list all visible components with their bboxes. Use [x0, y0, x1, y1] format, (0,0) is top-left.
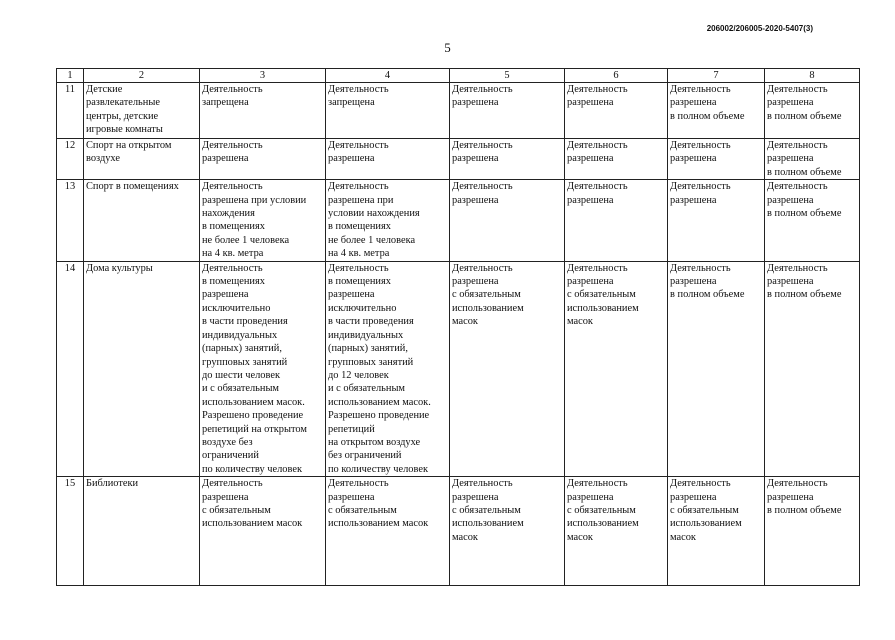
table-row [57, 139, 860, 180]
cell-text: Деятельность разрешена [202, 140, 263, 165]
header-cell: 7 [668, 69, 765, 83]
table-cell [84, 477, 200, 586]
table-cell [668, 180, 765, 261]
cell-text: Деятельность разрешена с обязательным использованием масок [202, 478, 303, 530]
table-cell [84, 139, 200, 180]
cell-text: Деятельность разрешена при условии нахождения в помещениях не более 1 человека на 4 кв. метра [328, 181, 420, 260]
cell-text: Деятельность разрешена [567, 181, 628, 206]
table-cell [84, 180, 200, 261]
table-row [57, 261, 860, 477]
table-cell [326, 477, 450, 586]
table-cell [565, 83, 668, 139]
cell-text: Деятельность разрешена с обязательным использованием масок [567, 262, 639, 328]
table-cell [326, 180, 450, 261]
cell-text: Деятельность в помещениях разрешена исключительно в части проведения индивидуальных (парных) занятий, групповых занятий до шести человек и с обязательным использованием масок. Разрешено проведение репетиций на открытом воздухе без ограничений по количеству человек [202, 262, 307, 475]
cell-text: Деятельность разрешена с обязательным использованием масок [452, 262, 524, 328]
row-number: 15 [57, 477, 84, 586]
table-cell [450, 180, 565, 261]
cell-text: Деятельность разрешена [567, 84, 628, 109]
cell-text: Деятельность разрешена в полном объеме [767, 181, 842, 220]
cell-text: Деятельность разрешена в полном объеме [670, 262, 745, 301]
table-cell [200, 180, 326, 261]
table-header-row [57, 69, 860, 83]
table-cell [668, 139, 765, 180]
table-cell [200, 83, 326, 139]
table-cell [765, 180, 860, 261]
cell-text: Спорт на открытом воздухе [86, 140, 172, 165]
table-cell [668, 477, 765, 586]
cell-text: Деятельность разрешена с обязательным использованием масок [328, 478, 429, 530]
cell-text: Деятельность разрешена [670, 140, 731, 165]
cell-text: Деятельность запрещена [202, 84, 263, 109]
page-number: 5 [444, 40, 451, 55]
table-cell [450, 139, 565, 180]
table-row [57, 83, 860, 139]
header-cell: 6 [565, 69, 668, 83]
row-number: 13 [57, 180, 84, 261]
header-cell: 8 [765, 69, 860, 83]
cell-text: Деятельность разрешена при условии нахождения в помещениях не более 1 человека на 4 кв. метра [202, 181, 307, 260]
row-number: 14 [57, 261, 84, 477]
table-row [57, 180, 860, 261]
table-cell [450, 477, 565, 586]
header-cell: 3 [200, 69, 326, 83]
table-cell [565, 261, 668, 477]
cell-text: Дома культуры [86, 262, 153, 274]
table-cell [450, 261, 565, 477]
table-cell [450, 83, 565, 139]
header-cell: 4 [326, 69, 450, 83]
table-cell [84, 261, 200, 477]
cell-text: Деятельность разрешена [328, 140, 389, 165]
cell-text: Деятельность разрешена [452, 181, 513, 206]
cell-text: Деятельность запрещена [328, 84, 389, 109]
table-cell [668, 83, 765, 139]
cell-text: Деятельность разрешена в полном объеме [767, 84, 842, 122]
table-cell [765, 83, 860, 139]
row-number: 12 [57, 139, 84, 180]
cell-text: Деятельность разрешена в полном объеме [767, 262, 842, 301]
table-cell [765, 261, 860, 477]
header-cell: 1 [57, 69, 84, 83]
cell-text: Деятельность разрешена [452, 84, 513, 109]
cell-text: Библиотеки [86, 478, 139, 490]
cell-text: Деятельность разрешена [670, 181, 731, 206]
cell-text: Деятельность разрешена [567, 140, 628, 165]
table-row [57, 477, 860, 586]
table-cell [765, 139, 860, 180]
table-cell [565, 180, 668, 261]
table-cell [84, 83, 200, 139]
table-cell [326, 139, 450, 180]
cell-text: Деятельность разрешена в полном объеме [767, 478, 842, 516]
header-cell: 2 [84, 69, 200, 83]
table-cell [765, 477, 860, 586]
header-cell: 5 [450, 69, 565, 83]
cell-text: Деятельность разрешена [452, 140, 513, 165]
row-number: 11 [57, 83, 84, 139]
cell-text: Деятельность в помещениях разрешена исключительно в части проведения индивидуальных (парных) занятий, групповых занятий до 12 человек и с обязательным использованием масок. Разрешено проведение репетиций на открытом воздухе без ограничений по количеству человек [328, 262, 431, 475]
cell-text: Деятельность разрешена с обязательным использованием масок [452, 478, 524, 543]
cell-text: Деятельность разрешена с обязательным использованием масок [670, 478, 742, 543]
regulations-table [56, 68, 860, 586]
cell-text: Деятельность разрешена с обязательным использованием масок [567, 478, 639, 543]
cell-text: Деятельность разрешена в полном объеме [767, 140, 842, 178]
cell-text: Детские развлекательные центры, детские игровые комнаты [86, 84, 163, 136]
table-cell [565, 477, 668, 586]
table-cell [200, 477, 326, 586]
table-cell [668, 261, 765, 477]
cell-text: Деятельность разрешена в полном объеме [670, 84, 745, 122]
table-cell [326, 261, 450, 477]
table-cell [326, 83, 450, 139]
document-id: 206002/206005-2020-5407(3) [706, 24, 813, 33]
table-cell [200, 139, 326, 180]
table-cell [200, 261, 326, 477]
table-cell [565, 139, 668, 180]
cell-text: Спорт в помещениях [86, 181, 179, 193]
